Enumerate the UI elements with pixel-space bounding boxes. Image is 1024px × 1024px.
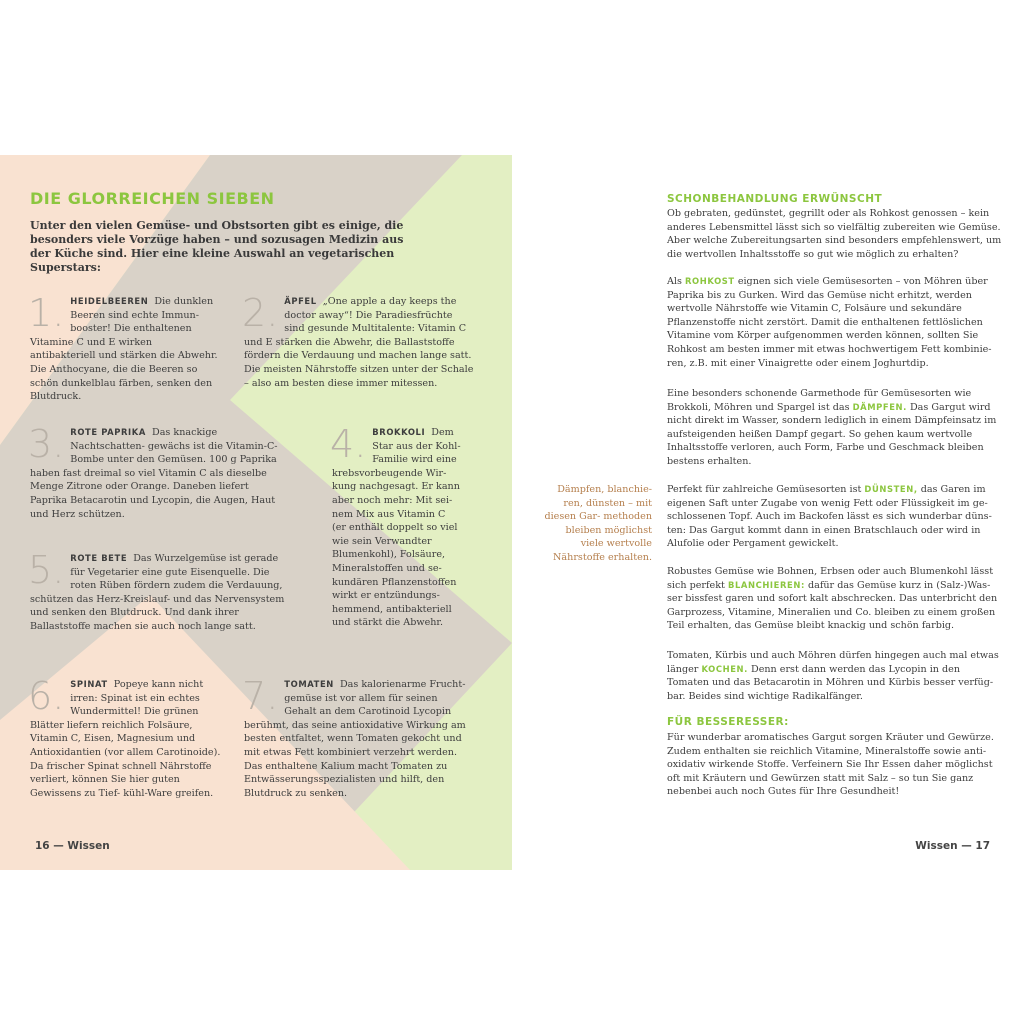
margin-note: Dämpfen, blanchie- ren, dünsten – mit diesen Gar- methoden bleiben möglichst viele wertvolle Nährstoffe erhalten. bbox=[544, 484, 652, 563]
item-number: 4. bbox=[330, 422, 367, 466]
section-heading: SCHONBEHANDLUNG ERWÜNSCHT bbox=[667, 193, 883, 205]
keyword-blanchieren: BLANCHIEREN: bbox=[727, 579, 805, 590]
item-heading: ÄPFEL bbox=[284, 296, 317, 306]
left-page bbox=[0, 155, 512, 870]
item-heading: ROTE PAPRIKA bbox=[70, 427, 146, 437]
paragraph-duensten: Perfekt für zahlreiche Gemüsesorten ist DÜNSTEN, das Garen im eigenen Saft unter Zugabe von wenig Fett oder Flüssigkeit im ge- schlossenen Topf. Auch im Backofen lässt es sich wunderbar düns- ten: Das Gargut kommt dann in einen Bratschlauch oder wird in Alufolie oder Pergament gewickelt. bbox=[667, 484, 992, 550]
item-heading: ROTE BETE bbox=[70, 553, 128, 563]
superfood-item-7 bbox=[242, 674, 466, 800]
sub-heading: FÜR BESSERESSER: bbox=[667, 716, 789, 728]
paragraph-intro: Ob gebraten, gedünstet, gegrillt oder als Rohkost genossen – kein anderes Lebensmittel lässt sich so vielfältig zubereiten wie Gemüse. Aber welche Zubereitungsarten sind besonders empfehlenswert, um die wertvollen Inhaltsstoffe so gut wie möglich zu erhalten? bbox=[667, 208, 1002, 260]
superfood-item-3 bbox=[28, 422, 288, 521]
item-text: Die dunklen Beeren sind echte Immun- booster! Die enthaltenen Vitamine C und E wirken antibakteriell und stärken die Abwehr. Die Anthocyane, die die Beeren so schön dunkelblau färben, senken den Blutdruck. bbox=[30, 296, 218, 403]
superfood-item-1 bbox=[28, 291, 220, 404]
item-heading: BROKKOLI bbox=[372, 427, 426, 437]
item-number: 6. bbox=[28, 674, 65, 718]
item-number: 3. bbox=[28, 422, 65, 466]
item-number: 5. bbox=[28, 548, 65, 592]
paragraph-blanchieren: Robustes Gemüse wie Bohnen, Erbsen oder auch Blumenkohl lässt sich perfekt BLANCHIEREN: dafür das Gemüse kurz in (Salz-)Was- ser bissfest garen und sofort kalt abschrecken. Das unterbricht den Garprozess, Vitamine, Mineralien und Co. bleiben zu einem großen Teil erhalten, das Gemüse bleibt knackig und schön farbig. bbox=[667, 566, 998, 632]
superfood-item-6 bbox=[28, 674, 230, 800]
keyword-rohkost: ROHKOST bbox=[684, 276, 735, 286]
item-heading: SPINAT bbox=[70, 679, 108, 689]
paragraph-besseresser: Für wunderbar aromatisches Gargut sorgen Kräuter und Gewürze. Zudem enthalten sie reichlich Vitamine, Mineralstoffe sowie anti- oxidativ wirkende Stoffe. Verfeinern Sie Ihr Essen daher möglichst oft mit Kräutern und Gewürzen statt mit Salz – so tun Sie ganz nebenbei auch noch Gutes für Ihre Gesundheit! bbox=[667, 732, 994, 798]
right-page bbox=[512, 155, 1024, 870]
item-text: Das kalorienarme Frucht- gemüse ist vor allem für seinen Gehalt an dem Carotinoid Lycopin berühmt, das seine antioxidative Wirkung am besten entfaltet, wenn Tomaten gekocht und mit etwas Fett kombiniert verzehrt werden. Das enthaltene Kalium macht Tomaten zu Entwässerungsspezialisten und hilft, den Blutdruck zu senken. bbox=[244, 679, 466, 799]
superfood-item-2 bbox=[242, 291, 474, 390]
superfood-item-4 bbox=[330, 422, 462, 630]
page-footer-left: 16 — Wissen bbox=[35, 840, 110, 852]
superfood-item-5 bbox=[28, 548, 285, 634]
item-text: Das knackige Nachtschatten- gewächs ist die Vitamin-C-Bombe unter den Gemüsen. 100 g Paprika haben fast dreimal so viel Vitamin C als dieselbe Menge Zitrone oder Orange. Daneben liefert Paprika Betacarotin und Lycopin, die Augen, Haut und Herz schützen. bbox=[30, 427, 278, 520]
item-text: Dem Star aus der Kohl-Familie wird eine krebsvorbeugende Wir- kung nachgesagt. Er kann aber noch mehr: Mit sei- nem Mix aus Vitamin C (er enthält doppelt so viel wie sein Verwandter Blumenkohl), Folsäure, Mineralstoffen und se- kundären Pflanzenstoffen wirkt er entzündungs- hemmend, antibakteriell und stärkt die Abwehr. bbox=[332, 427, 461, 629]
paragraph-rohkost: Als ROHKOST eignen sich viele Gemüsesorten – von Möhren über Paprika bis zu Gurken. Wird das Gemüse nicht erhitzt, werden wertvolle Nährstoffe wie Vitamin C, Folsäure und sekundäre Pflanzenstoffe nicht zerstört. Damit die enthaltenen fettlöslichen Vitamine vom Körper aufgenommen werden können, sollten Sie Rohkost am besten immer mit etwas hochwertigem Fett kombinie- ren, z.B. mit einer Vinaigrette oder einem Joghurtdip. bbox=[667, 276, 992, 369]
intro-text: Unter den vielen Gemüse- und Obstsorten gibt es einige, die besonders viele Vorzüge haben – und sozusagen Medizin aus der Küche sind. Hier eine kleine Auswahl an vegetarischen Superstars: bbox=[30, 219, 404, 274]
item-number: 7. bbox=[242, 674, 279, 718]
paragraph-daempfen: Eine besonders schonende Garmethode für Gemüsesorten wie Brokkoli, Möhren und Spargel ist das DÄMPFEN. Das Gargut wird nicht direkt im Wasser, sondern lediglich in einem Dämpfeinsatz im aufsteigenden heißen Dampf gegart. So gehen kaum wertvolle Inhaltsstoffe verloren, auch Form, Farbe und Geschmack bleiben bestens erhalten. bbox=[667, 388, 997, 467]
item-text: Das Wurzelgemüse ist gerade für Vegetarier eine gute Eisenquelle. Die roten Rüben fördern zudem die Verdauung, schützen das Herz-Kreislauf- und das Nervensystem und senken den Blutdruck. Und dank ihrer Ballaststoffe machen sie auch noch lange satt. bbox=[30, 553, 285, 632]
item-heading: HEIDELBEEREN bbox=[70, 296, 149, 306]
paragraph-kochen: Tomaten, Kürbis und auch Möhren dürfen hingegen auch mal etwas länger KOCHEN. Denn erst dann werden das Lycopin in den Tomaten und das Betacarotin in Möhren und Kürbis besser verfüg- bar. Beides sind wichtige Radikalfänger. bbox=[667, 650, 999, 702]
item-text: „One apple a day keeps the doctor away“! Die Paradiesfrüchte sind gesunde Multitalente: Vitamin C und E stärken die Abwehr, die Ballaststoffe fördern die Verdauung und machen lange satt. Die meisten Nährstoffe sitzen unter der Schale – also am besten diese immer mitessen. bbox=[244, 296, 474, 389]
item-number: 1. bbox=[28, 291, 65, 335]
page-title: DIE GLORREICHEN SIEBEN bbox=[30, 189, 275, 208]
keyword-kochen: KOCHEN. bbox=[701, 663, 748, 674]
keyword-daempfen: DÄMPFEN. bbox=[852, 401, 907, 412]
book-spread bbox=[0, 155, 1024, 870]
page-footer-right: Wissen — 17 bbox=[915, 840, 990, 852]
item-heading: TOMATEN bbox=[284, 679, 334, 689]
item-text: Popeye kann nicht irren: Spinat ist ein echtes Wundermittel! Die grünen Blätter liefern reichlich Folsäure, Vitamin C, Eisen, Magnesium und Antioxidantien (vor allem Carotinoide). Da frischer Spinat schnell Nährstoffe verliert, können Sie hier guten Gewissens zu Tief- kühl-Ware greifen. bbox=[30, 679, 221, 799]
keyword-duensten: DÜNSTEN, bbox=[864, 484, 918, 494]
item-number: 2. bbox=[242, 291, 279, 335]
